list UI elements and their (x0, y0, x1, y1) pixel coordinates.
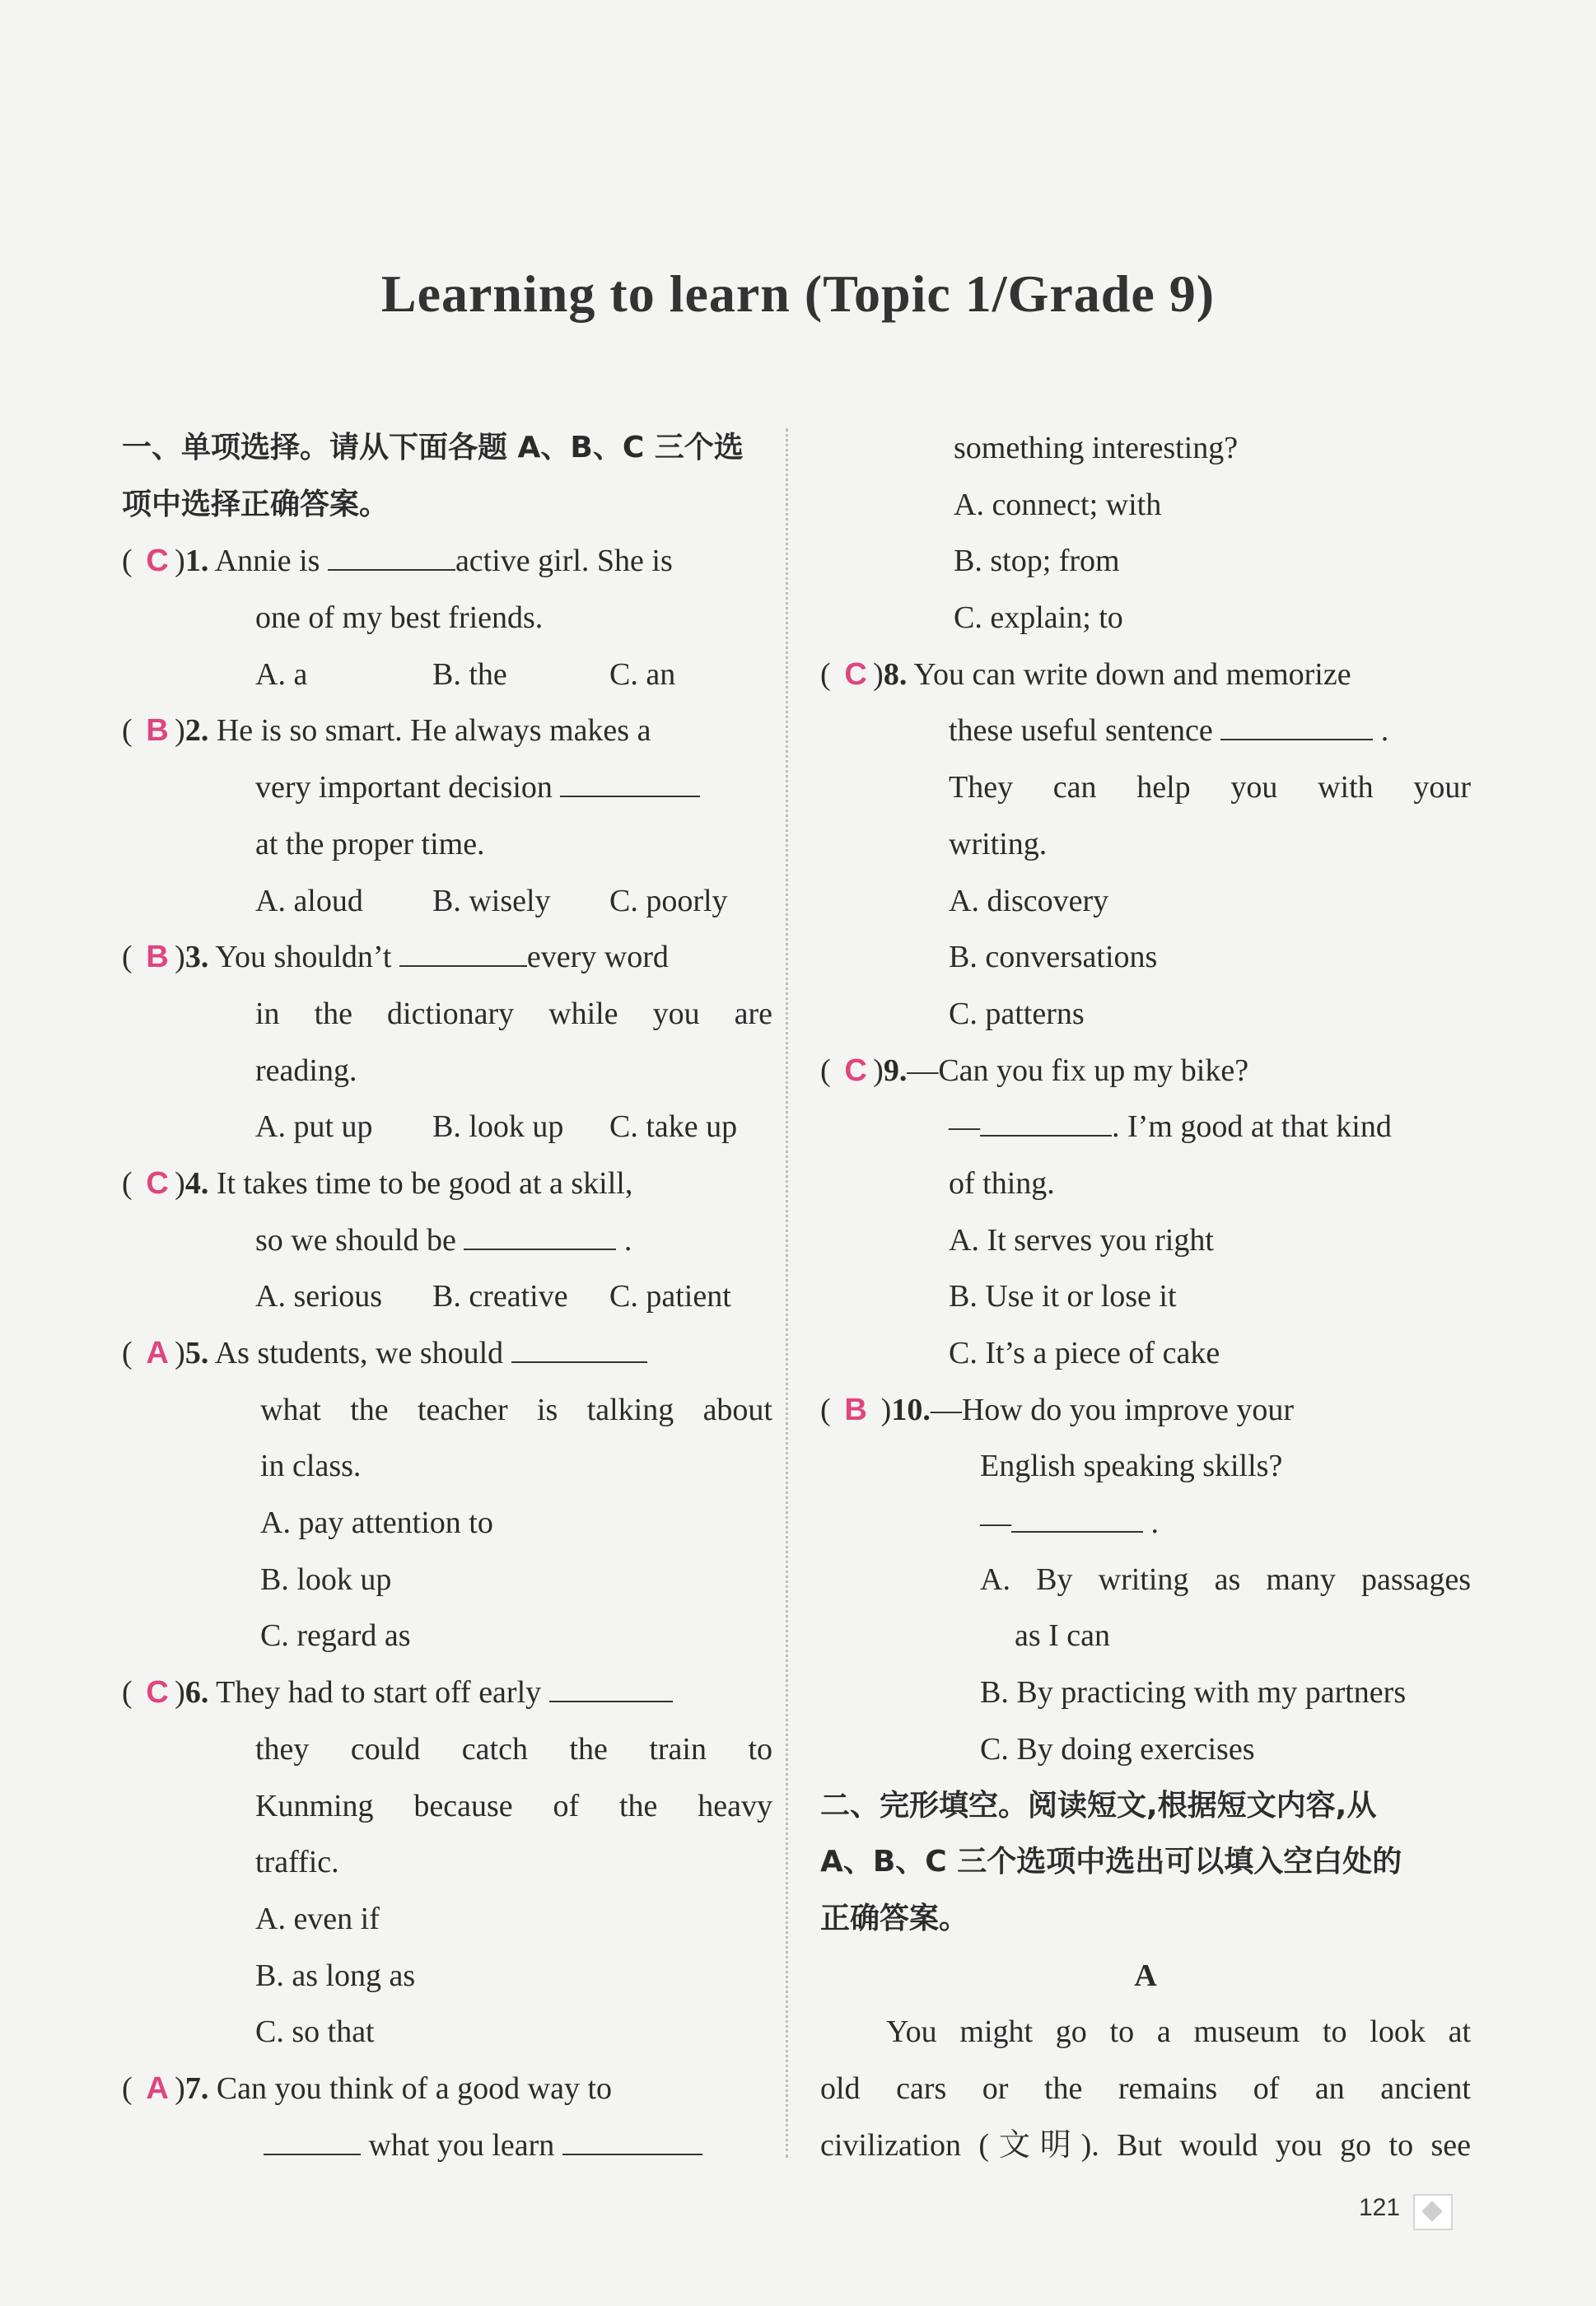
blank (1220, 714, 1373, 740)
section2-heading: 二、完形填空。阅读短文,根据短文内容,从 (820, 1788, 1377, 1823)
question-5: ( A )5. As students, we should (122, 1325, 772, 1382)
question-7-option-a: A. connect; with (954, 487, 1162, 522)
question-2: ( B )2. He is so smart. He always makes a (122, 703, 772, 759)
question-10-cont2: — . (980, 1505, 1159, 1541)
question-8-cont3: writing. (949, 826, 1048, 861)
blank (264, 2129, 361, 2155)
section2-heading-cont: A、B、C 三个选项中选出可以填入空白处的 (820, 1845, 1402, 1879)
blank (562, 2129, 702, 2155)
question-3-cont: in the dictionary while you are (255, 996, 772, 1031)
question-10-option-a-cont: as I can (1015, 1618, 1111, 1654)
blank (511, 1337, 647, 1363)
blank (560, 771, 700, 797)
question-10-option-c: C. By doing exercises (980, 1731, 1255, 1767)
answer-1: C (146, 544, 169, 579)
question-2-cont: very important decision (122, 759, 772, 816)
question-6-cont: they could catch the train to (255, 1731, 772, 1767)
question-7-cont2: something interesting? (954, 431, 1239, 465)
question-1: ( C )1. Annie is active girl. She is (122, 533, 772, 590)
answer-8: C (844, 656, 867, 692)
blank (399, 941, 527, 967)
blank (328, 544, 455, 571)
question-4-options: A. serious B. creative C. patient (255, 1279, 731, 1314)
question-7-option-c: C. explain; to (954, 600, 1123, 636)
question-3-options: A. put up B. look up C. take up (255, 1109, 738, 1145)
question-9-cont2: of thing. (949, 1165, 1055, 1201)
question-7: ( A )7. Can you think of a good way to (122, 2061, 772, 2117)
question-4: ( C )4. It takes time to be good at a skill, (122, 1155, 772, 1212)
right-column (820, 420, 1471, 2173)
answer-4: C (146, 1165, 169, 1201)
question-1-options: A. a B. the C. an (255, 656, 676, 692)
question-1-cont: one of my best friends. (255, 600, 544, 636)
question-8-option-a: A. discovery (949, 883, 1109, 918)
question-10: ( B )10.—How do you improve your (820, 1382, 1471, 1439)
question-5-cont2: in class. (260, 1449, 362, 1484)
question-3: ( B )3. You shouldn’t every word (122, 929, 772, 986)
blank (464, 1224, 616, 1250)
question-10-option-a: A. By writing as many passages (980, 1561, 1471, 1597)
left-column (122, 420, 772, 2173)
passage-label: A (1134, 1958, 1157, 1993)
question-9: ( C )9.—Can you fix up my bike? (820, 1043, 1471, 1099)
answer-5: A (146, 1336, 169, 1370)
question-4-cont: so we should be . (255, 1222, 632, 1258)
section1-heading-cont: 项中选择正确答案。 (122, 487, 390, 521)
question-7-option-b: B. stop; from (954, 544, 1120, 579)
question-6-option-c: C. so that (255, 2014, 375, 2050)
blank (980, 1110, 1112, 1137)
question-3-cont2: reading. (255, 1053, 357, 1088)
question-10-option-b: B. By practicing with my partners (980, 1675, 1407, 1711)
blank (1011, 1506, 1143, 1533)
question-6-cont3: traffic. (255, 1845, 339, 1880)
question-8-option-b: B. conversations (949, 940, 1158, 975)
section2-heading-cont2: 正确答案。 (820, 1901, 969, 1935)
question-9-cont: — . I’m good at that kind (949, 1109, 1392, 1145)
answer-7: A (146, 2070, 169, 2106)
passage-line-1: You might go to a museum to look at (886, 2014, 1471, 2050)
section1-heading: 一、单项选择。请从下面各题 A、B、C 三个选 (122, 431, 744, 464)
question-8: ( C )8. You can write down and memorize (820, 647, 1471, 703)
question-6-cont2: Kunming because of the heavy (255, 1788, 772, 1823)
question-2-cont2: at the proper time. (255, 826, 485, 861)
question-6-option-b: B. as long as (255, 1958, 416, 1993)
passage-line-3: civilization (文明). But would you go to see (820, 2127, 1471, 2163)
passage-line-2: old cars or the remains of an ancient (820, 2070, 1471, 2106)
column-divider (786, 428, 788, 2158)
question-6: ( C )6. They had to start off early (122, 1664, 772, 1721)
question-10-cont: English speaking skills? (980, 1449, 1283, 1484)
question-8-cont: these useful sentence . (949, 713, 1389, 749)
question-9-option-c: C. It’s a piece of cake (949, 1336, 1220, 1370)
answer-10: B (844, 1392, 867, 1427)
question-5-cont: what the teacher is talking about (260, 1392, 772, 1427)
blank (549, 1676, 673, 1702)
question-6-option-a: A. even if (255, 1901, 380, 1936)
answer-9: C (844, 1053, 867, 1088)
question-7-cont: what you learn (122, 2117, 772, 2174)
page-number: 121 (1359, 2194, 1401, 2221)
question-5-option-c: C. regard as (260, 1618, 411, 1654)
page-title: Learning to learn (Topic 1/Grade 9) (380, 264, 1216, 323)
question-5-option-a: A. pay attention to (260, 1505, 493, 1541)
answer-6: C (146, 1675, 169, 1711)
question-5-option-b: B. look up (260, 1561, 392, 1597)
answer-2: B (146, 713, 169, 749)
answer-3: B (146, 940, 169, 975)
question-9-option-b: B. Use it or lose it (949, 1279, 1177, 1314)
diamond-icon (1413, 2194, 1453, 2230)
question-2-options: A. aloud B. wisely C. poorly (255, 883, 728, 918)
question-8-option-c: C. patterns (949, 996, 1085, 1031)
question-8-cont2: They can help you with your (949, 770, 1471, 805)
question-9-option-a: A. It serves you right (949, 1222, 1214, 1258)
